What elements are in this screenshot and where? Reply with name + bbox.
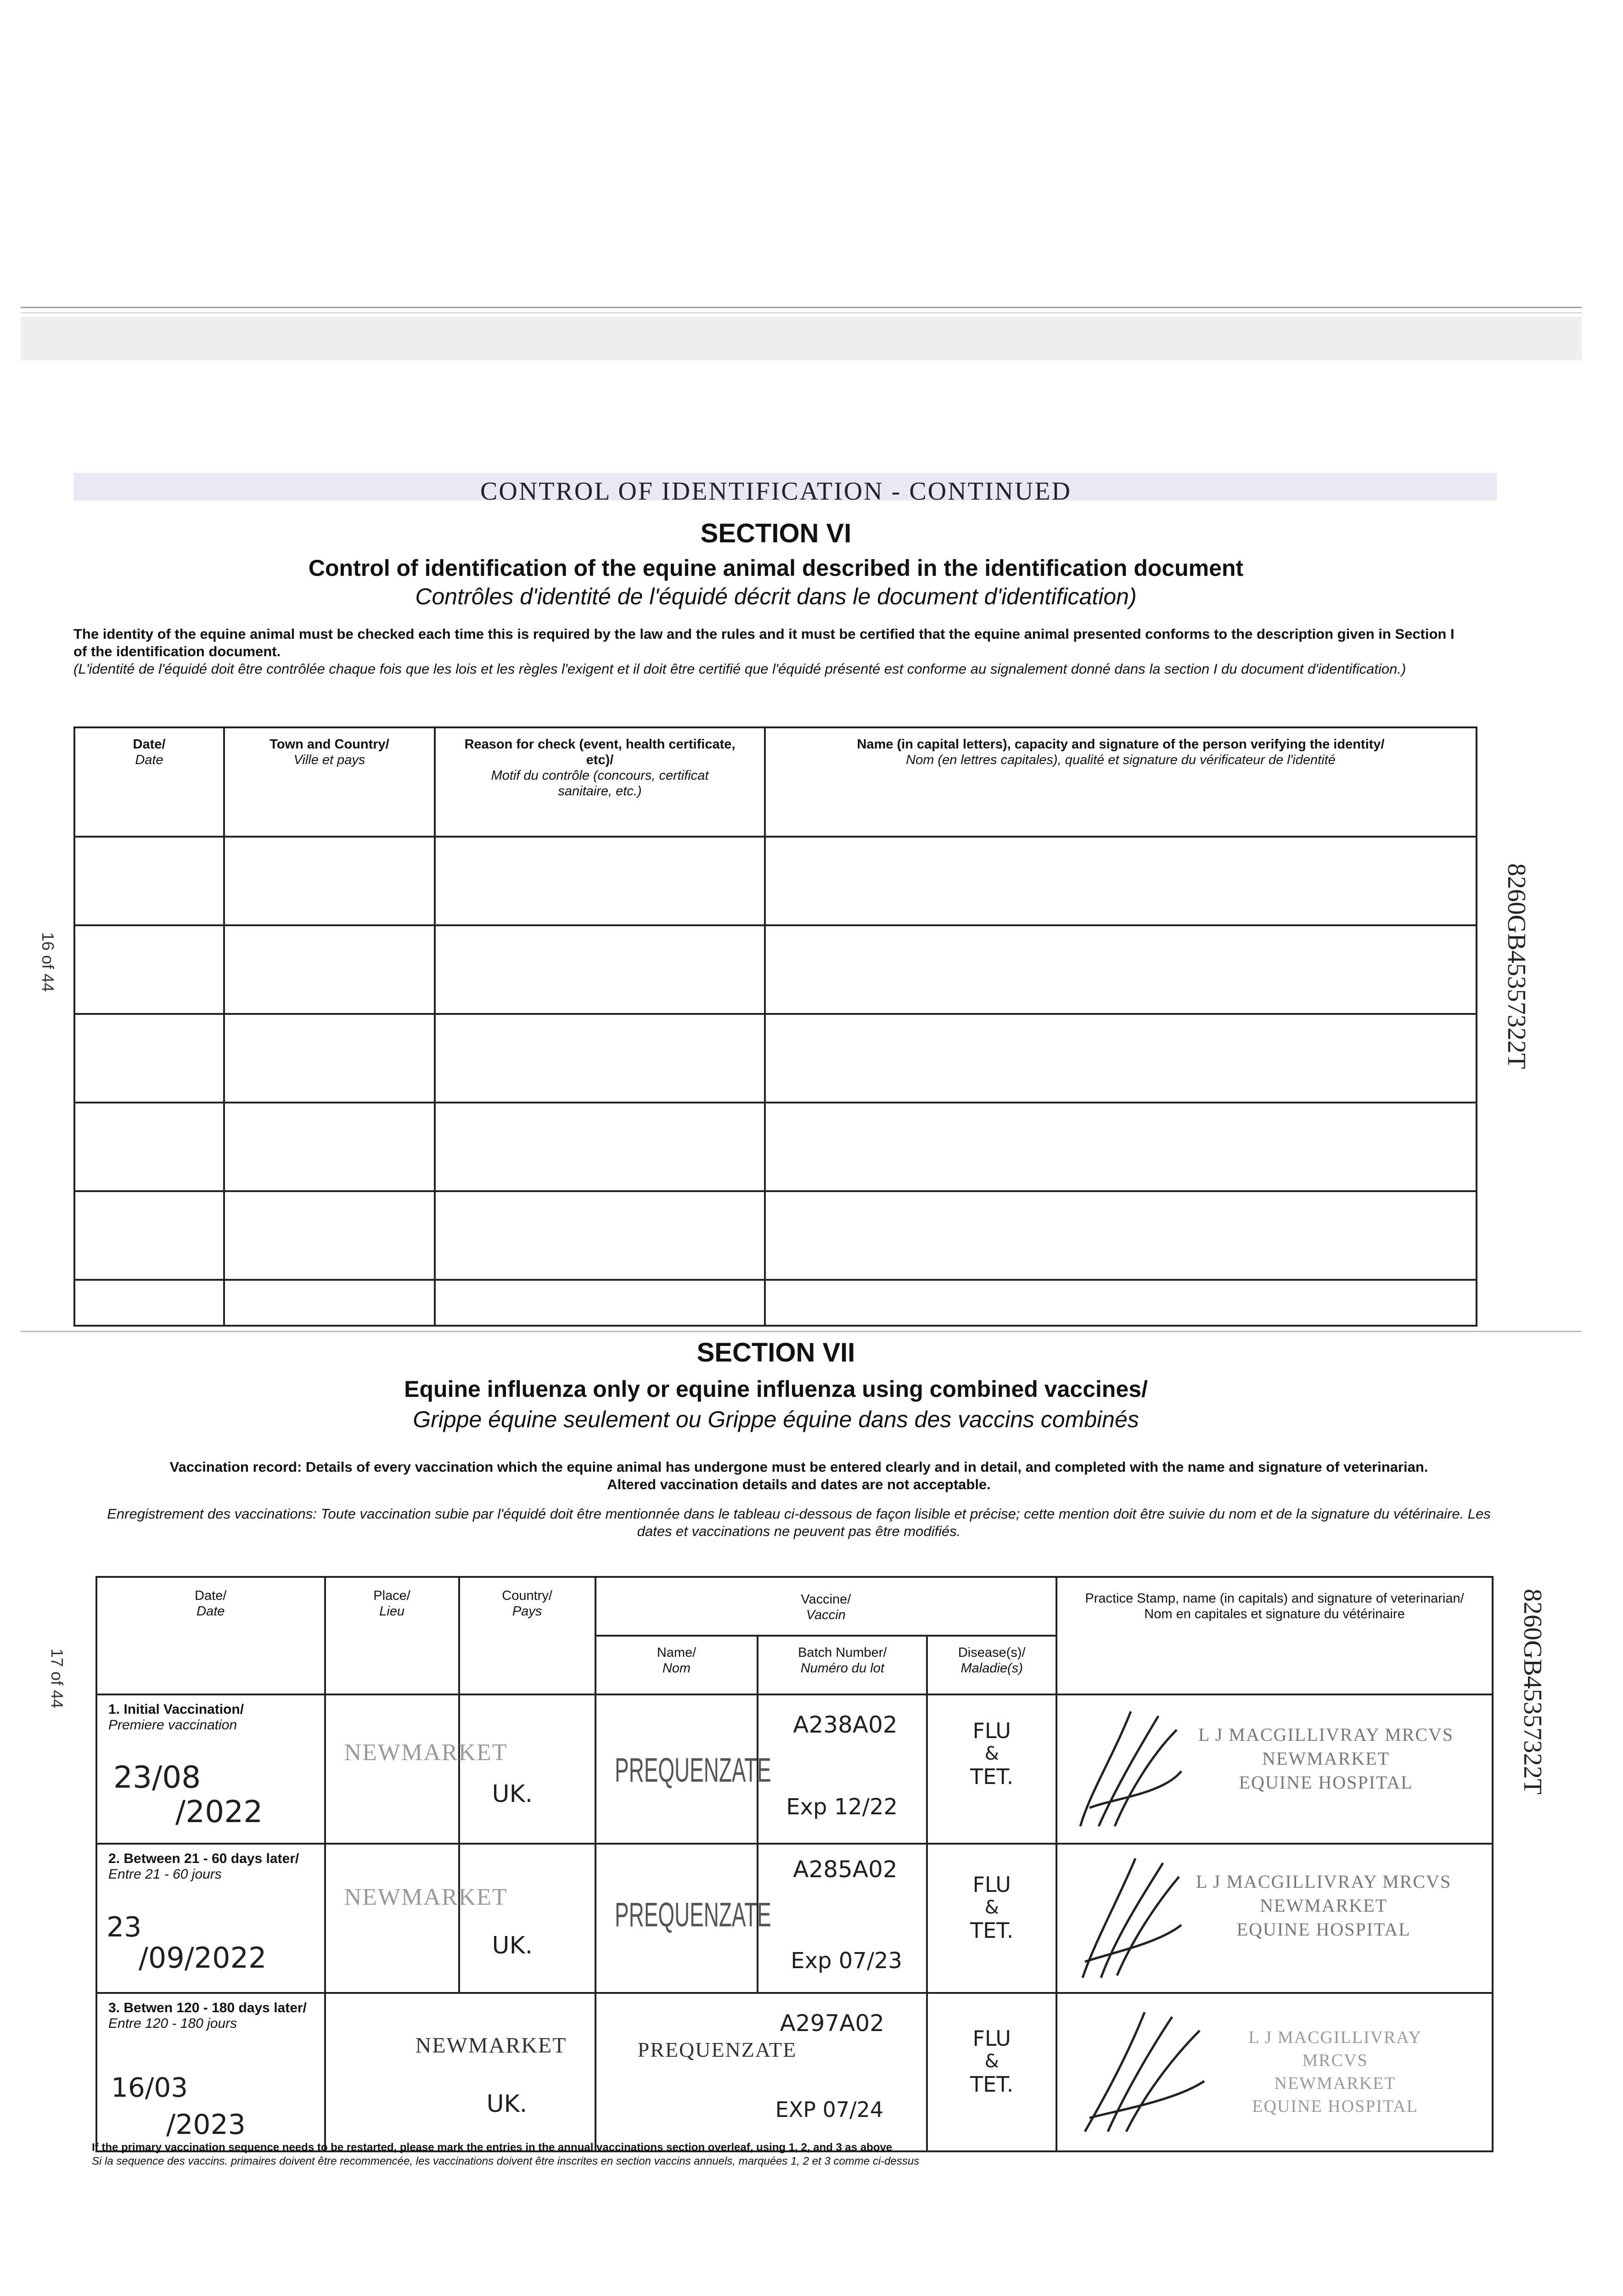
page-number-16: 16 of 44 xyxy=(39,932,57,992)
row1-stamp-cell xyxy=(1056,1694,1493,1844)
record-en-2: Altered vaccination details and dates are not acceptable. xyxy=(607,1476,991,1492)
row3-date-cell: 3. Betwen 120 - 180 days later/ Entre 120 - 180 jours 16/03 /2023 xyxy=(96,1993,325,2151)
record-en: Vaccination record: Details of every vaccination which the equine animal has undergone must be entered clearly and in detail, and completed with the name and signature of veterinarian. xyxy=(169,1459,1428,1475)
row3-disease-cell xyxy=(927,1993,1056,2151)
row2-date-b: /09/2022 xyxy=(139,1941,267,1975)
row3-country: UK. xyxy=(486,2090,528,2118)
row2-date-a: 23 xyxy=(107,1911,142,1943)
row3-expiry: EXP 07/24 xyxy=(775,2097,884,2122)
col-reason-header: Reason for check (event, health certificate, etc)/ Motif du contrôle (concours, certificat sanitaire, etc.) xyxy=(435,727,765,837)
row1-date-b: /2022 xyxy=(175,1794,263,1829)
row3-practice-stamp: L J MACGILLIVRAY MRCVS NEWMARKET EQUINE HOSPITAL xyxy=(1248,2028,1422,2116)
row2-date-cell: 2. Between 21 - 60 days later/ Entre 21 - 60 jours 23 /09/2022 xyxy=(96,1844,325,1993)
footnote-en: If the primary vaccination sequence needs to be restarted, please mark the entries in the annual vaccinations section overleaf, using 1, 2, and 3 as above xyxy=(92,2141,893,2154)
col-vaccine-header: Vaccine/ Vaccin xyxy=(595,1577,1056,1636)
row1-practice-stamp: L J MACGILLIVRAY MRCVS NEWMARKET EQUINE HOSPITAL xyxy=(1198,1724,1454,1793)
row3-vaccine-batch-cell xyxy=(595,1993,927,2151)
row1-vaccine: PREQUENZATE xyxy=(614,1751,771,1789)
section-vi-subtitle-en: Control of identification of the equine animal described in the identification document xyxy=(308,555,1244,581)
control-title: CONTROL OF IDENTIFICATION - CONTINUED xyxy=(480,477,1072,506)
row2-vaccine-cell xyxy=(595,1844,771,1993)
row2-batch-cell xyxy=(758,1844,927,1993)
row2-country-cell xyxy=(459,1844,595,1993)
row2-place-cell xyxy=(325,1844,508,1993)
row1-country-cell xyxy=(459,1694,595,1844)
section-vi-title: SECTION VI xyxy=(700,518,852,548)
col-stamp-header: Practice Stamp, name (in capitals) and signature of veterinarian/ Nom en capitales et signature du vétérinaire xyxy=(1056,1577,1493,1694)
table-row xyxy=(74,1191,1477,1280)
row1-expiry: Exp 12/22 xyxy=(786,1794,898,1820)
col-batch-header: Batch Number/ Numéro du lot xyxy=(758,1636,927,1694)
row3-vaccine: PREQUENZATE xyxy=(637,2038,797,2061)
side-code-bottom: 8260GB45357322T xyxy=(1518,1589,1547,1795)
col-verifier-header: Name (in capital letters), capacity and signature of the person verifying the identity/ Nom (en lettres capitales), qualité et signature du vérificateur de l'identité xyxy=(765,727,1477,837)
col-date-header: Date/ Date xyxy=(96,1577,325,1694)
scan-edge-line-2 xyxy=(21,312,1582,313)
row1-country: UK. xyxy=(492,1780,533,1808)
table-row xyxy=(74,1103,1477,1191)
row1-vaccine-cell xyxy=(595,1694,771,1844)
instruction-fr: (L'identité de l'équidé doit être contrôlée chaque fois que les lois et les règles l'exigent et il doit être certifié que l'équidé présenté est conforme au signalement donné dans la section I du document d'identification.) xyxy=(73,661,1406,677)
col-date-header: Date/ Date xyxy=(74,727,224,837)
footnote xyxy=(92,2141,1423,2168)
row1-batch-cell xyxy=(758,1694,927,1844)
col-country-header: Country/ Pays xyxy=(459,1577,595,1694)
footnote-fr: Si la sequence des vaccins. primaires doivent être recommencée, les vaccinations doivent être inscrites en section vaccins annuels, marquées 1, 2 et 3 comme ci-dessus xyxy=(92,2155,920,2167)
row2-batch: A285A02 xyxy=(793,1856,898,1883)
row2-practice-stamp: L J MACGILLIVRAY MRCVS NEWMARKET EQUINE HOSPITAL xyxy=(1196,1871,1452,1940)
row3-stamp-cell xyxy=(1056,1993,1493,2151)
row2-expiry: Exp 07/23 xyxy=(791,1948,903,1974)
row2-signature xyxy=(1071,1851,1186,1985)
row3-disease-c: TET. xyxy=(970,2072,1014,2097)
table-row xyxy=(74,1280,1477,1326)
table-row xyxy=(74,1014,1477,1103)
side-code-top: 8260GB45357322T xyxy=(1502,863,1531,1069)
vaccination-table xyxy=(95,1576,1494,2152)
instruction-en: The identity of the equine animal must be checked each time this is required by the law and the rules and it must be certified that the equine animal presented conforms to the description given in Section I of the identification document. xyxy=(73,626,1455,659)
row3-disease-b: & xyxy=(984,2051,999,2072)
row3-date-a: 16/03 xyxy=(111,2072,188,2103)
vaccination-record-fr: Enregistrement des vaccinations: Toute vaccination subie par l'équidé doit être mentionnée dans le tableau ci-dessous de façon lisible et précise; cette mention doit être suivie du nom et de la signature du vétérinaire. Les dates et vaccinations ne peuvent pas être modifiés. xyxy=(107,1506,1491,1539)
row3-date-b: /2023 xyxy=(166,2109,246,2141)
row2-stamp-cell xyxy=(1056,1844,1493,1993)
row3-place: NEWMARKET xyxy=(415,2033,567,2058)
section-vii-title: SECTION VII xyxy=(696,1338,855,1367)
section-vii-subtitle-en: Equine influenza only or equine influenza using combined vaccines/ xyxy=(404,1376,1148,1402)
page-number-17: 17 of 44 xyxy=(48,1649,67,1709)
col-vaccine-name-header: Name/ Nom xyxy=(595,1636,758,1694)
row3-place-country-cell xyxy=(325,1993,595,2151)
row1-disease-a: FLU xyxy=(972,1718,1011,1743)
section-vii-subtitle-fr: Grippe équine seulement ou Grippe équine dans des vaccins combinés xyxy=(413,1407,1139,1432)
scan-edge-line xyxy=(21,307,1582,308)
row1-disease-cell xyxy=(927,1694,1056,1844)
col-disease-header: Disease(s)/ Maladie(s) xyxy=(927,1636,1056,1694)
row1-disease-c: TET. xyxy=(970,1764,1014,1789)
vaccination-record-en xyxy=(96,1458,1501,1493)
row2-place: NEWMARKET xyxy=(344,1884,508,1910)
row1-disease-b: & xyxy=(984,1743,999,1764)
row1-signature xyxy=(1071,1702,1186,1835)
vaccination-row-3 xyxy=(96,1993,1493,2151)
section-vi-subtitle-fr: Contrôles d'identité de l'équidé décrit dans le document d'identification) xyxy=(415,584,1137,609)
row3-signature xyxy=(1076,2003,1213,2141)
row2-disease-b: & xyxy=(984,1897,999,1918)
row2-disease-a: FLU xyxy=(972,1872,1011,1897)
row1-place: NEWMARKET xyxy=(344,1739,508,1766)
row2-disease-c: TET. xyxy=(970,1918,1014,1943)
row3-disease-a: FLU xyxy=(972,2026,1011,2051)
scan-band xyxy=(21,317,1582,360)
row2-country: UK. xyxy=(492,1932,533,1959)
row1-place-cell xyxy=(325,1694,508,1844)
identity-check-table xyxy=(73,726,1477,1327)
table-row xyxy=(74,837,1477,925)
row2-disease-cell xyxy=(927,1844,1056,1993)
vaccination-row-2 xyxy=(96,1844,1493,1993)
row1-batch: A238A02 xyxy=(793,1711,898,1738)
row3-batch: A297A02 xyxy=(780,2010,885,2037)
row1-date-a: 23/08 xyxy=(113,1760,201,1795)
table-row xyxy=(74,925,1477,1014)
vaccination-row-1 xyxy=(96,1694,1493,1844)
fold-line xyxy=(21,1331,1582,1332)
col-place-header: Place/ Lieu xyxy=(325,1577,459,1694)
col-town-header: Town and Country/ Ville et pays xyxy=(224,727,435,837)
row1-date-cell: 1. Initial Vaccination/ Premiere vaccination 23/08 /2022 xyxy=(96,1694,325,1844)
section-vi-instructions xyxy=(73,625,1460,678)
row2-vaccine: PREQUENZATE xyxy=(614,1896,771,1934)
